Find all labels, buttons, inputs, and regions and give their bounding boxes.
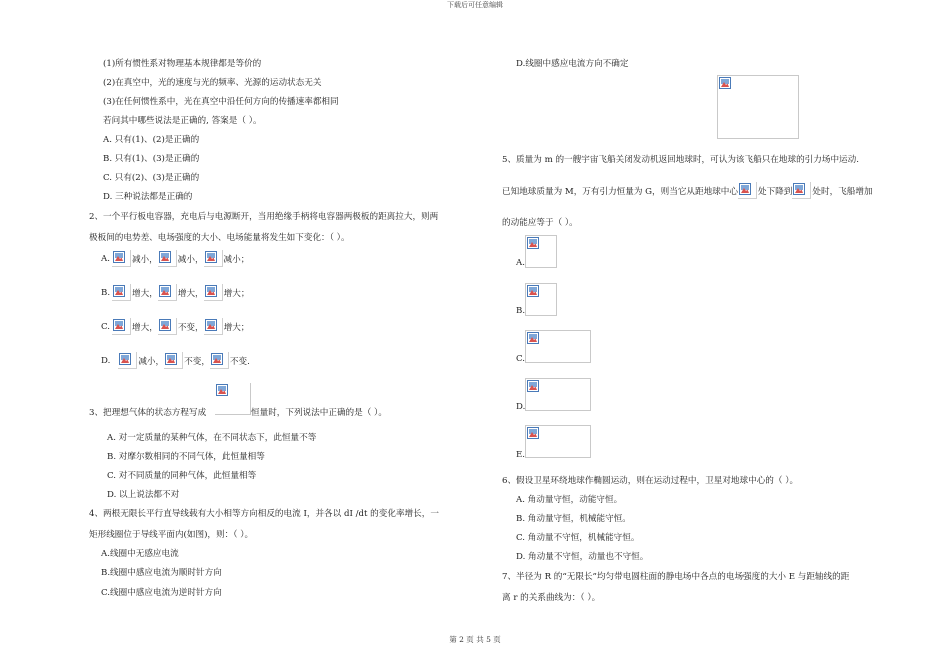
broken-image-icon — [113, 251, 125, 263]
formula-image — [204, 284, 223, 301]
q3-option-c: C. 对不同质量的同种气体，此恒量相等 — [107, 471, 257, 481]
q5-option-d-image — [525, 378, 591, 411]
q5-question-line1: 5、质量为 m 的一艘宇宙飞船关闭发动机返回地球时，可认为该飞船只在地球的引力场中运动. — [502, 155, 859, 165]
formula-image — [158, 284, 177, 301]
q2-option-d-part2: 不变， — [184, 356, 210, 367]
q2-option-b — [101, 284, 249, 301]
q6-option-a: A. 角动量守恒，动能守恒。 — [516, 495, 623, 505]
q4-option-c: C.线圈中感应电流为逆时针方向 — [101, 588, 222, 598]
broken-image-icon — [719, 77, 731, 89]
q2-option-b-label: B. — [101, 287, 111, 298]
formula-image — [158, 250, 177, 267]
q2-option-d-label: D. — [101, 355, 111, 366]
formula-image — [210, 352, 229, 369]
q1-option-a: A. 只有(1)、(2)是正确的 — [103, 135, 200, 145]
broken-image-icon — [205, 319, 217, 331]
q5-option-a-label: A. — [516, 258, 525, 268]
q3-question-post: 恒量时，下列说法中正确的是（ ）。 — [251, 408, 387, 418]
q6-option-b: B. 角动量守恒，机械能守恒。 — [516, 514, 631, 524]
broken-image-icon — [159, 251, 171, 263]
broken-image-icon — [527, 427, 539, 439]
q4-figure-image — [717, 75, 799, 139]
broken-image-icon — [159, 319, 171, 331]
q2-option-c — [101, 318, 249, 335]
broken-image-icon — [793, 183, 805, 195]
q5-option-e-label: E. — [516, 450, 526, 460]
q1-option-b: B. 只有(1)、(3)是正确的 — [103, 154, 200, 164]
q5-option-e-image — [525, 425, 591, 458]
broken-image-icon — [527, 237, 539, 249]
q4-question-line2: 矩形线圈位于导线平面内(如图)，则：（ ）。 — [89, 530, 254, 540]
q6-option-c: C. 角动量不守恒，机械能守恒。 — [516, 533, 640, 543]
q2-option-a-part2: 减小， — [177, 254, 204, 265]
q5-option-c-label: C. — [516, 354, 526, 364]
broken-image-icon — [216, 384, 228, 396]
broken-image-icon — [739, 183, 751, 195]
formula-image — [112, 250, 131, 267]
q7-question-line1: 7、半径为 R 的“无限长”均匀带电圆柱面的静电场中各点的电场强度的大小 E 与距轴线的距 — [502, 572, 850, 582]
q4-question-line1: 4、两根无限长平行直导线载有大小相等方向相反的电流 I，并各以 dI /dt 的变化率增长，一 — [89, 509, 439, 519]
q3-option-a: A. 对一定质量的某种气体，在不同状态下，此恒量不等 — [107, 433, 317, 443]
q2-option-d-part1: 减小， — [138, 356, 165, 367]
q5-line2-part3: 处时，飞船增加 — [812, 186, 873, 197]
q3-option-b: B. 对摩尔数相同的不同气体，此恒量相等 — [107, 452, 265, 462]
q4-option-a: A.线圈中无感应电流 — [101, 549, 179, 559]
page-header: 下载后可任意编辑 — [447, 1, 503, 9]
q2-option-a-part3: 减小； — [223, 254, 250, 265]
q2-option-b-part3: 增大； — [223, 288, 250, 299]
broken-image-icon — [165, 353, 177, 365]
broken-image-icon — [527, 380, 539, 392]
broken-image-icon — [211, 353, 223, 365]
broken-image-icon — [113, 285, 125, 297]
page-footer: 第 2 页 共 5 页 — [449, 635, 501, 644]
q5-option-d-label: D. — [516, 402, 526, 412]
q5-line2-part2: 处下降到 — [757, 186, 793, 197]
q2-option-c-part2: 不变， — [177, 322, 204, 333]
q4-option-b: B.线圈中感应电流为顺时针方向 — [101, 568, 222, 578]
formula-image — [204, 250, 223, 267]
q4-option-d: D.线圈中感应电流方向不确定 — [516, 59, 629, 69]
broken-image-icon — [205, 285, 217, 297]
formula-image — [158, 318, 177, 335]
q5-option-a-image — [525, 235, 557, 268]
q6-question: 6、假设卫星环绕地球作椭圆运动，则在运动过程中，卫星对地球中心的（ ）。 — [502, 476, 799, 486]
q5-option-c-image — [525, 330, 591, 363]
formula-image — [118, 352, 137, 369]
broken-image-icon — [527, 332, 539, 344]
q2-option-a-part1: 减小， — [131, 254, 158, 265]
q6-option-d: D. 角动量不守恒，动量也不守恒。 — [516, 552, 649, 562]
q2-option-c-label: C. — [101, 321, 111, 332]
q1-statement-2: (2)在真空中，光的速度与光的频率、光源的运动状态无关 — [103, 78, 322, 88]
formula-image — [112, 318, 131, 335]
q1-statement-3: (3)在任何惯性系中，光在真空中沿任何方向的传播速率都相同 — [103, 97, 339, 107]
formula-image — [738, 182, 757, 199]
q3-question-pre: 3、把理想气体的状态方程写成 — [89, 408, 207, 418]
q2-option-b-part1: 增大， — [132, 288, 158, 299]
q2-option-c-part1: 增大， — [132, 322, 158, 333]
broken-image-icon — [159, 285, 171, 297]
q3-option-d: D. 以上说法都不对 — [107, 490, 180, 500]
q5-line2-part1: 已知地球质量为 M，万有引力恒量为 G，则当它从距地球中心 — [502, 186, 738, 197]
formula-image — [164, 352, 183, 369]
formula-image — [204, 318, 223, 335]
q5-option-b-image — [525, 283, 557, 316]
broken-image-icon — [527, 285, 539, 297]
equation-image — [215, 383, 251, 415]
q1-option-d: D. 三种说法都是正确的 — [103, 192, 193, 202]
q5-option-b-label: B. — [516, 306, 526, 316]
q2-option-b-part2: 增大， — [177, 288, 204, 299]
q1-option-c: C. 只有(2)、(3)是正确的 — [103, 173, 200, 183]
q2-option-d-part3: 不变. — [229, 356, 250, 367]
q1-question: 若问其中哪些说法是正确的, 答案是（ ）。 — [103, 116, 262, 126]
formula-image — [792, 182, 811, 199]
q2-option-a-label: A. — [101, 253, 110, 264]
broken-image-icon — [205, 251, 217, 263]
broken-image-icon — [113, 319, 125, 331]
q2-question-line1: 2、一个平行板电容器，充电后与电源断开，当用绝缘手柄将电容器两极板的距离拉大，则两 — [89, 212, 439, 222]
q1-statement-1: (1)所有惯性系对物理基本规律都是等价的 — [103, 59, 262, 69]
q2-question-line2: 极板间的电势差、电场强度的大小、电场能量将发生如下变化：（ ）。 — [89, 233, 350, 243]
broken-image-icon — [119, 353, 131, 365]
q5-question-line2 — [502, 182, 873, 199]
formula-image — [112, 284, 131, 301]
q2-option-c-part3: 增大； — [223, 322, 250, 333]
q2-option-a — [101, 250, 249, 267]
q5-question-line3: 的动能应等于（ ）。 — [502, 218, 578, 228]
q7-question-line2: 离 r 的关系曲线为：（ ）。 — [502, 593, 601, 603]
q2-option-d — [101, 352, 250, 369]
